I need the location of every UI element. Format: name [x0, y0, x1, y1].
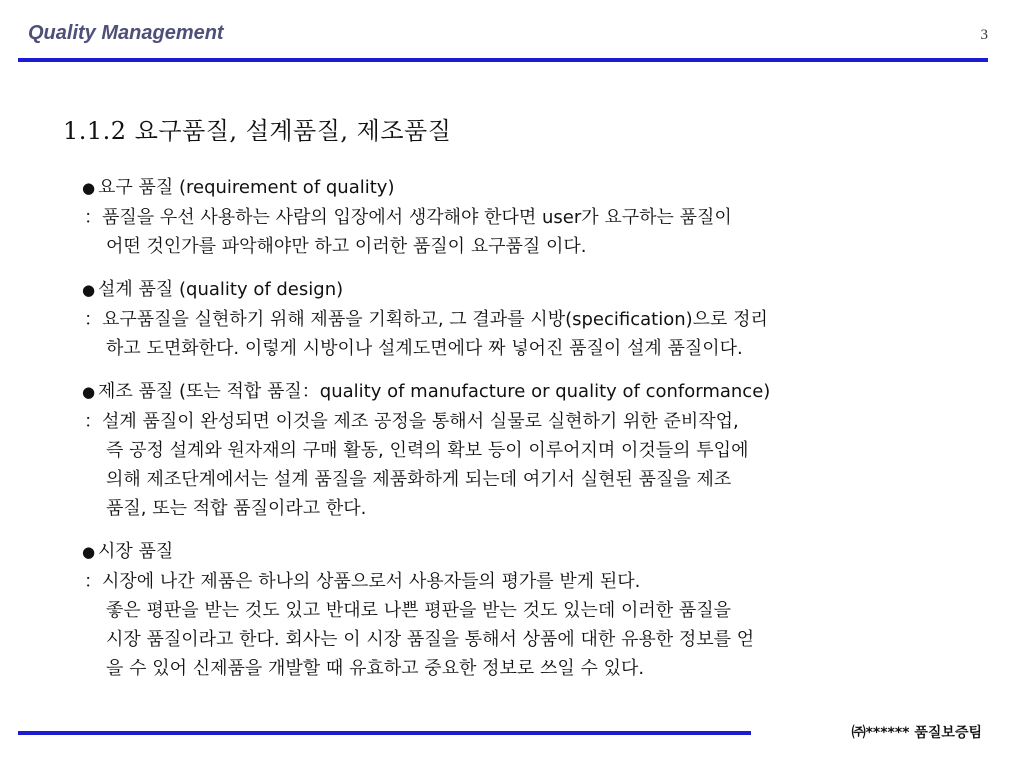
section-requirement-quality [78, 173, 978, 261]
body-line: 을 수 있어 신제품을 개발할 때 유효하고 중요한 정보로 쓰일 수 있다. [106, 658, 645, 679]
section-heading [78, 173, 978, 203]
body-line: 즉 공정 설계와 원자재의 구매 활동, 인력의 확보 등이 이루어지며 이것들의 투입에 [106, 440, 749, 461]
body-line: 시장 품질이라고 한다. 회사는 이 시장 품질을 통해서 상품에 대한 유용한 정보를 얻 [106, 629, 755, 650]
header-title: Quality Management [28, 22, 224, 44]
section-heading [78, 275, 978, 305]
body-line: 좋은 평판을 받는 것도 있고 반대로 나쁜 평판을 받는 것도 있는데 이러한 품질을 [106, 600, 732, 621]
section-design-quality [78, 275, 978, 363]
bullet-icon: ● [82, 383, 96, 401]
body-line: ：품질을 우선 사용하는 사람의 입장에서 생각해야 한다면 user가 요구하는 품질이 [84, 207, 732, 228]
section-heading-text: 제조 품질 (또는 적합 품질：quality of manufacture or quality of conformance) [98, 381, 771, 402]
bullet-icon: ● [82, 281, 96, 299]
bullet-icon: ● [82, 179, 96, 197]
footer-company: ㈜****** 품질보증팀 [851, 725, 982, 741]
body-line: ：요구품질을 실현하기 위해 제품을 기획하고, 그 결과를 시방(specification)으로 정리 [84, 309, 768, 330]
bullet-icon: ● [82, 543, 96, 561]
body-line: 품질, 또는 적합 품질이라고 한다. [106, 498, 367, 519]
body-line: 하고 도면화한다. 이렇게 시방이나 설계도면에다 짜 넣어진 품질이 설계 품질이다. [106, 338, 743, 359]
body-line: ：시장에 나간 제품은 하나의 상품으로서 사용자들의 평가를 받게 된다. [84, 571, 641, 592]
section-heading-text: 요구 품질 (requirement of quality) [98, 177, 395, 198]
section-manufacture-quality [78, 377, 978, 523]
body-line: 어떤 것인가를 파악해야만 하고 이러한 품질이 요구품질 이다. [106, 236, 587, 257]
section-heading [78, 377, 978, 407]
section-heading-text: 설계 품질 (quality of design) [98, 279, 344, 300]
section-heading [78, 537, 978, 567]
section-title: 1.1.2 요구품질, 설계품질, 제조품질 [63, 117, 452, 145]
body-line: 의해 제조단계에서는 설계 품질을 제품화하게 되는데 여기서 실현된 품질을 제조 [106, 469, 732, 490]
content-body [78, 173, 978, 697]
page-number: 3 [980, 27, 988, 43]
header-divider [18, 58, 988, 62]
section-market-quality [78, 537, 978, 683]
section-heading-text: 시장 품질 [98, 541, 174, 562]
footer-divider [18, 731, 751, 735]
body-line: ：설계 품질이 완성되면 이것을 제조 공정을 통해서 실물로 실현하기 위한 준비작업, [84, 411, 739, 432]
